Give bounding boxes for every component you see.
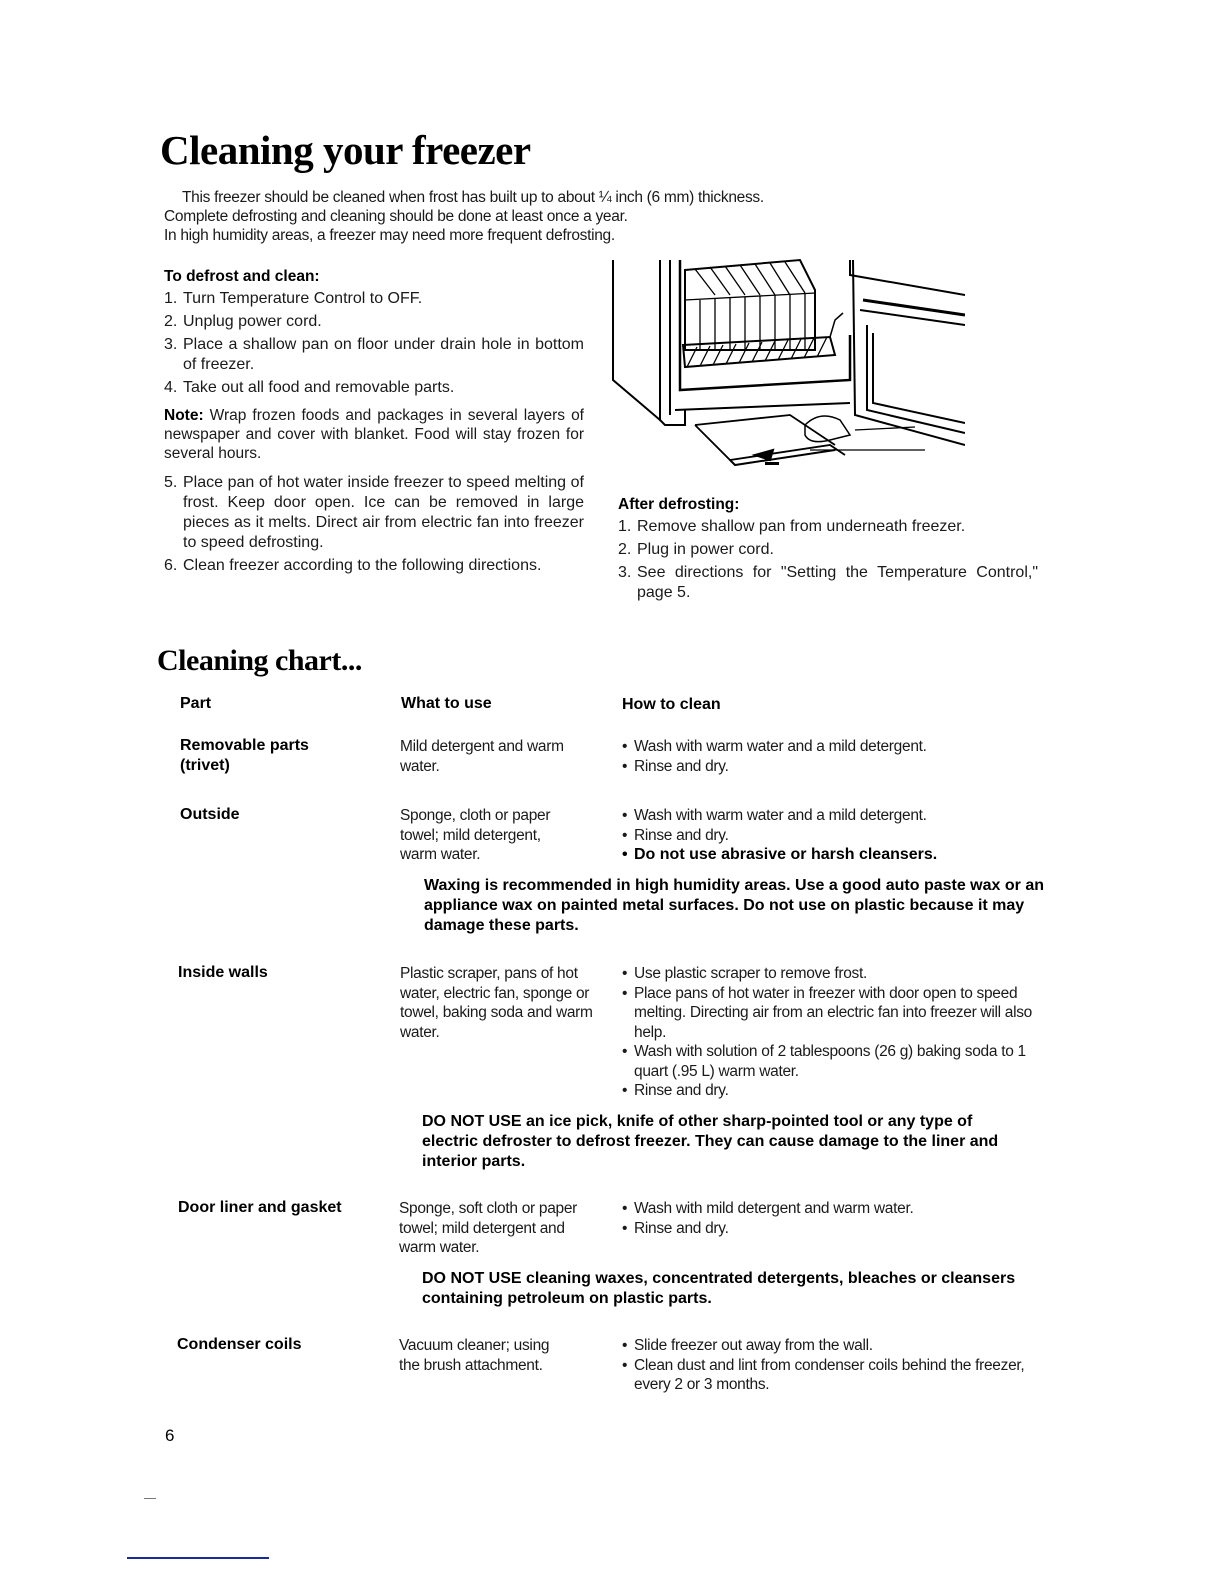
intro-line: Complete defrosting and cleaning should be done at least once a year.	[164, 208, 628, 225]
part-inside-walls: Inside walls	[178, 964, 268, 981]
after-step: 2. Plug in power cord.	[618, 541, 774, 558]
defrost-step: 5. Place pan of hot water inside freezer to speed melting of frost. Keep door open. Ice can be removed in large pieces as it melts. Direct air from electric fan into freezer to speed defrosting.	[164, 474, 584, 551]
header-part: Part	[180, 695, 212, 712]
note-label: Note:	[164, 407, 204, 424]
bullet-item: • Wash with warm water and a mild detergent.	[622, 807, 927, 824]
bullet-item: • Rinse and dry.	[622, 757, 729, 775]
margin-mark	[144, 1498, 156, 1499]
header-what-to-use: What to use	[401, 695, 492, 712]
bullet-item: • Use plastic scraper to remove frost.	[622, 965, 867, 982]
bullet-item: • Rinse and dry.	[622, 1219, 729, 1237]
defrost-step: 1. Turn Temperature Control to OFF.	[164, 290, 423, 307]
chart-title: Cleaning chart...	[157, 644, 362, 677]
how-removable	[622, 737, 1032, 776]
intro-line: This freezer should be cleaned when frost has built up to about ¼ inch (6 mm) thickness.	[182, 189, 764, 206]
after-step: 3. See directions for "Setting the Temperature Control," page 5.	[618, 564, 1038, 601]
how-outside	[622, 806, 1032, 865]
after-heading: After defrosting:	[618, 496, 740, 513]
how-condenser-coils	[622, 1336, 1032, 1395]
cleaning-wax-warning: DO NOT USE cleaning waxes, concentrated detergents, bleaches or cleansers containing petroleum on plastic parts.	[422, 1270, 1016, 1307]
bullet-item: • Rinse and dry.	[622, 1082, 729, 1099]
bullet-item-bold: • Do not use abrasive or harsh cleansers.	[622, 846, 938, 863]
after-step: 1. Remove shallow pan from underneath freezer.	[618, 518, 966, 535]
part-removable: Removable parts (trivet)	[180, 737, 309, 774]
use-door-liner: Sponge, soft cloth or paper towel; mild detergent and warm water.	[399, 1200, 578, 1256]
header-how-to-clean: How to clean	[622, 696, 721, 713]
part-outside: Outside	[180, 806, 240, 823]
intro-paragraph	[164, 188, 904, 245]
freezer-defrost-illustration-icon	[605, 255, 965, 470]
note-text: Wrap frozen foods and packages in several layers of newspaper and cover with blanket. Food will stay frozen for several hours.	[164, 407, 584, 462]
defrost-note	[164, 406, 584, 463]
bullet-item: • Rinse and dry.	[622, 826, 729, 844]
footer-line	[127, 1557, 269, 1559]
defrost-step: 4. Take out all food and removable parts.	[164, 379, 455, 396]
defrost-step: 2. Unplug power cord.	[164, 313, 322, 330]
intro-line: In high humidity areas, a freezer may need more frequent defrosting.	[164, 227, 615, 244]
after-defrost-section	[618, 495, 1038, 606]
part-door-liner: Door liner and gasket	[178, 1199, 342, 1216]
use-outside: Sponge, cloth or paper towel; mild detergent, warm water.	[400, 807, 551, 863]
bullet-item: • Slide freezer out away from the wall.	[622, 1337, 873, 1354]
use-inside-walls: Plastic scraper, pans of hot water, electric fan, sponge or towel, baking soda and warm water.	[400, 965, 593, 1041]
defrost-section	[164, 267, 584, 579]
waxing-warning: Waxing is recommended in high humidity areas. Use a good auto paste wax or an appliance wax on painted metal surfaces. Do not use on plastic because it may damage these parts.	[424, 877, 1044, 934]
bullet-item: • Wash with solution of 2 tablespoons (26 g) baking soda to 1 quart (.95 L) warm water.	[622, 1043, 1026, 1080]
bullet-item: • Wash with warm water and a mild detergent.	[622, 738, 927, 755]
bullet-item: • Clean dust and lint from condenser coils behind the freezer, every 2 or 3 months.	[622, 1356, 1025, 1393]
page-title: Cleaning your freezer	[160, 127, 531, 173]
bullet-item: • Wash with mild detergent and warm water.	[622, 1200, 914, 1217]
bullet-item: • Place pans of hot water in freezer with door open to speed melting. Directing air from an electric fan into freezer will also help.	[622, 984, 1032, 1041]
use-condenser-coils: Vacuum cleaner; using the brush attachment.	[399, 1337, 550, 1374]
how-inside-walls	[622, 964, 1032, 1101]
use-removable: Mild detergent and warm water.	[400, 738, 564, 775]
part-condenser-coils: Condenser coils	[177, 1336, 302, 1353]
how-door-liner	[622, 1199, 1032, 1238]
defrost-heading: To defrost and clean:	[164, 268, 320, 285]
ice-pick-warning: DO NOT USE an ice pick, knife of other sharp-pointed tool or any type of electric defroster to defrost freezer. They can cause damage to the liner and interior parts.	[422, 1113, 999, 1170]
page-number: 6	[165, 1426, 175, 1445]
defrost-step: 3. Place a shallow pan on floor under drain hole in bottom of freezer.	[164, 336, 584, 373]
defrost-step: 6. Clean freezer according to the following directions.	[164, 557, 542, 574]
